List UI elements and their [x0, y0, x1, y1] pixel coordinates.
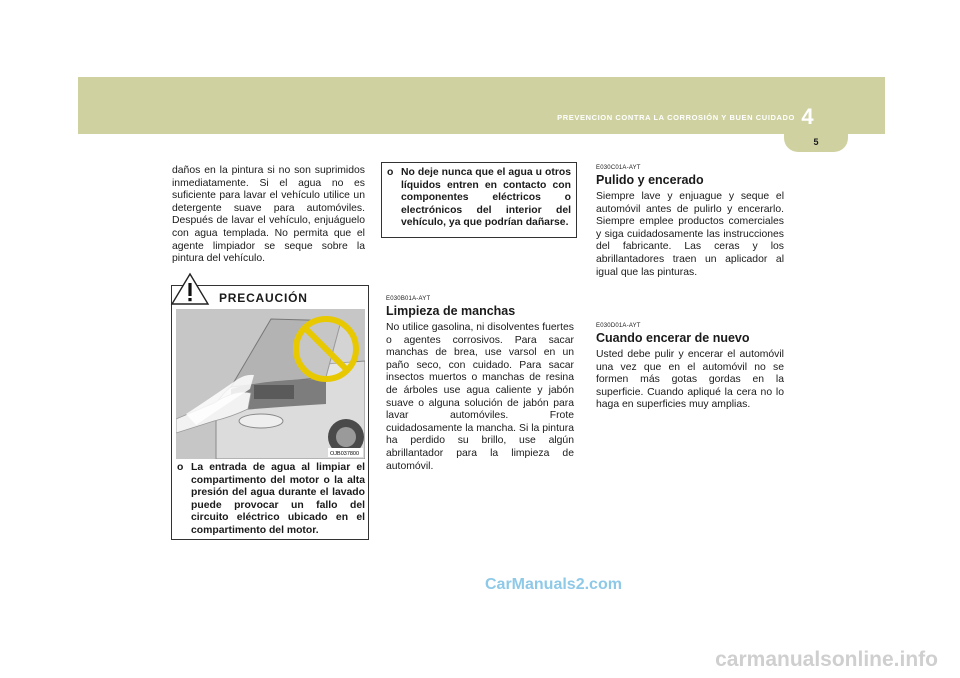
caution-text: La entrada de agua al limpiar el compartimento del motor o la alta presión del agua durante el lavado puede provocar un fallo del circuito eléctrico ubicado en el compartimento del motor.: [191, 462, 365, 536]
section-body: No utilice gasolina, ni disolventes fuertes o agentes corrosivos. Para sacar manchas de brea, use varsol en un paño seco, con cuidado. Para sacar insectos muertos o manchas de resina de árboles use agua caliente y jabón suave o alguna solución de jabón para lavar automóviles. Frote cuidadosamente la mancha. Si la pintura ha perdido su brillo, use algún abrillantador para la limpieza de automóvil.: [386, 322, 574, 472]
chapter-number: 4: [801, 104, 814, 129]
page-number-tab: [784, 134, 848, 152]
left-column: [172, 165, 365, 266]
section-rewax: [596, 323, 784, 412]
section-heading: Pulido y encerado: [596, 173, 704, 187]
section-code: E030D01A-AYT: [596, 323, 641, 329]
section-code: E030C01A-AYT: [596, 165, 641, 171]
bullet-marker: o: [387, 167, 394, 178]
header-band: [78, 77, 885, 134]
caution-bullet: [177, 462, 365, 538]
section-stain-cleaning: [386, 296, 574, 473]
bullet-marker: o: [177, 462, 184, 473]
page-number: 5: [813, 137, 819, 147]
section-heading: Limpieza de manchas: [386, 304, 516, 318]
image-code: OJB037800: [330, 451, 360, 457]
notice-box: [381, 162, 577, 238]
section-code: E030B01A-AYT: [386, 296, 431, 302]
notice-text: No deje nunca que el agua u otros líquidos entren en contacto con componentes eléctricos o electrónicos del interior del vehículo, ya que podrían dañarse.: [401, 167, 571, 229]
watermark-carmanualsonline: carmanualsonline.info: [715, 648, 938, 671]
section-body: Siempre lave y enjuague y seque el automóvil antes de pulirlo y encerarlo. Siempre emplee productos comerciales y siga cuidadosamente las instrucciones del fabricante. Las ceras y los abrillantadores traen un aplicador al igual que las pinturas.: [596, 191, 784, 278]
caution-title: PRECAUCIÓN: [219, 291, 308, 305]
engine-wash-illustration: [176, 309, 365, 459]
section-title: PREVENCION CONTRA LA CORROSIÓN Y BUEN CUIDADO: [557, 113, 795, 122]
section-heading: Cuando encerar de nuevo: [596, 331, 750, 345]
section-body: Usted debe pulir y encerar el automóvil una vez que en el automóvil no se formen más gotas gordas en la superficie. Cuando apliqué la cera no lo haga en superficies muy amplias.: [596, 349, 784, 411]
section-polish-wax: [596, 165, 784, 279]
warning-triangle-icon: [170, 272, 210, 306]
left-paragraph: daños en la pintura si no son suprimidos inmediatamente. Si el agua no es suficiente para lavar el vehículo utilice un detergente suave para automóviles. Después de lavar el vehículo, enjuáguelo con agua templada. No permita que el agente limpiador se seque sobre la pintura del vehículo.: [172, 165, 365, 265]
watermark-carmanuals: CarManuals2.com: [485, 576, 622, 593]
